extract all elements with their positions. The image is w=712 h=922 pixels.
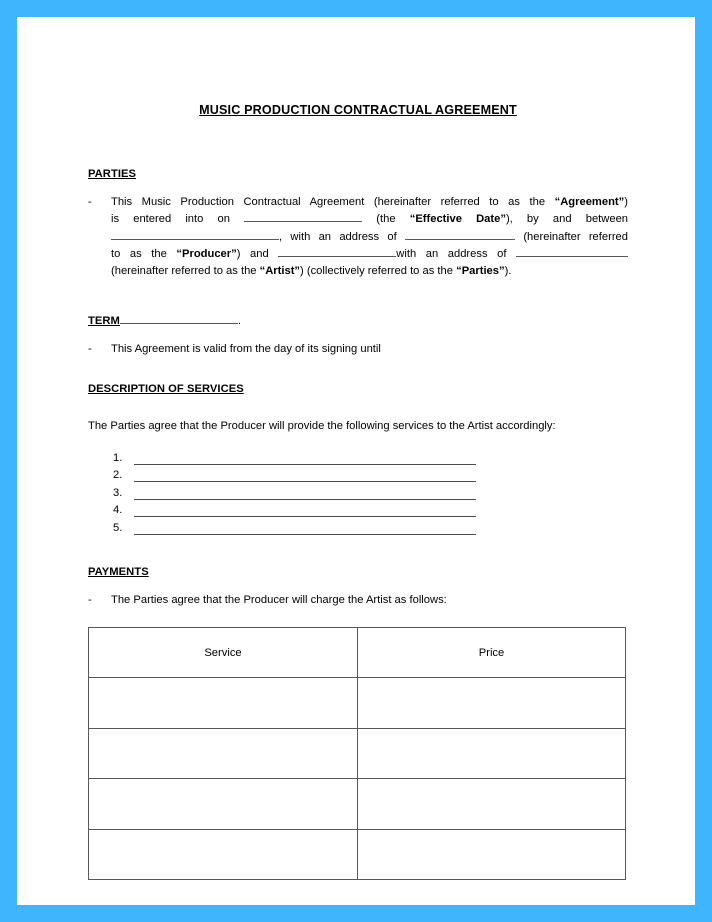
service-blank-5[interactable] [134,521,476,535]
parties-line5-pre: (hereinafter referred to as the [111,265,260,278]
list-item [113,465,628,483]
term-artist: “Artist” [259,265,301,278]
artist-name-blank[interactable] [278,246,396,257]
parties-paragraph [111,194,628,280]
term-section-header-wrap [88,311,628,329]
list-item [113,482,628,500]
cell-price[interactable] [358,829,626,880]
parties-line-4 [111,246,628,263]
parties-line5-mid: ) (collectively referred to as the [300,265,457,278]
page-title: MUSIC PRODUCTION CONTRACTUAL AGREEMENT [199,103,517,117]
section-heading-description-of-services: DESCRIPTION OF SERVICES [88,382,244,395]
table-row [89,829,626,880]
term-blank[interactable] [120,312,238,324]
parties-line2-mid: (the [376,213,396,226]
services-list [113,447,628,535]
service-blank-1[interactable] [134,451,476,465]
list-item [113,517,628,535]
document-content [88,17,628,905]
parties-line-3 [111,229,628,246]
cell-price[interactable] [358,728,626,779]
cell-service[interactable] [89,678,358,729]
parties-line1-text: This Music Production Contractual Agreement (hereinafter referred to as the [111,196,555,208]
term-agreement: “Agreement” [554,196,625,208]
list-item-number: 4. [113,504,123,517]
parties-line-2 [111,211,628,228]
list-item-number: 1. [113,451,123,464]
service-blank-3[interactable] [134,486,476,500]
bullet-marker: - [88,594,92,607]
table-row [89,728,626,779]
service-blank-4[interactable] [134,503,476,517]
cell-service[interactable] [89,728,358,779]
section-heading-payments: PAYMENTS [88,566,149,579]
bullet-marker: - [88,343,92,356]
parties-line3-tail: (hereinafter referred [523,230,629,243]
term-bullet-text: This Agreement is valid from the day of its signing until [111,343,381,356]
column-header-price: Price [358,628,626,678]
table-header-row [89,628,626,678]
payments-bullet-row [88,592,628,609]
parties-line3-mid: , with an address of [279,230,397,243]
parties-line-1 [111,194,628,211]
effective-date-blank[interactable] [244,211,362,222]
section-heading-term: TERM [88,315,120,328]
list-item [113,500,628,518]
term-bullet-row [88,341,628,358]
term-producer: “Producer” [176,247,237,260]
parties-line-5 [111,263,628,280]
term-parties: “Parties” [456,265,505,278]
cell-price[interactable] [358,779,626,830]
parties-line1-tail: ) [624,196,628,208]
term-effective-date: “Effective Date” [409,213,506,226]
table-row [89,779,626,830]
list-item-number: 2. [113,469,123,482]
list-item-number: 5. [113,522,123,535]
payments-table-body [89,678,626,880]
producer-address-blank[interactable] [405,229,515,240]
description-lead-text: The Parties agree that the Producer will provide the following services to the Artist accordingly: [88,419,556,432]
column-header-service: Service [89,628,358,678]
parties-section-header-wrap [88,164,628,182]
parties-line5-tail: ). [504,265,512,278]
parties-line2-tail: ), by and between [505,213,629,226]
document-page [17,17,695,905]
list-item [113,447,628,465]
term-period: . [237,315,242,328]
parties-line2-pre: is entered into on [111,213,230,226]
list-item-number: 3. [113,486,123,499]
section-heading-parties: PARTIES [88,168,137,180]
producer-name-blank[interactable] [111,229,279,240]
parties-paragraph-row [88,194,628,280]
parties-line4-and: ) and [236,247,269,260]
service-blank-2[interactable] [134,468,476,482]
payments-table [88,627,626,880]
parties-line4-pre: to as the [111,247,167,260]
parties-line4-mid: with an address of [396,247,507,260]
artist-address-blank[interactable] [516,246,628,257]
description-section-header-wrap [88,379,628,397]
payments-bullet-text: The Parties agree that the Producer will charge the Artist as follows: [111,594,447,607]
table-row [89,678,626,729]
cell-price[interactable] [358,678,626,729]
cell-service[interactable] [89,829,358,880]
bullet-marker: - [88,196,92,208]
payments-table-head [89,628,626,678]
payments-section-header-wrap [88,562,628,580]
cell-service[interactable] [89,779,358,830]
